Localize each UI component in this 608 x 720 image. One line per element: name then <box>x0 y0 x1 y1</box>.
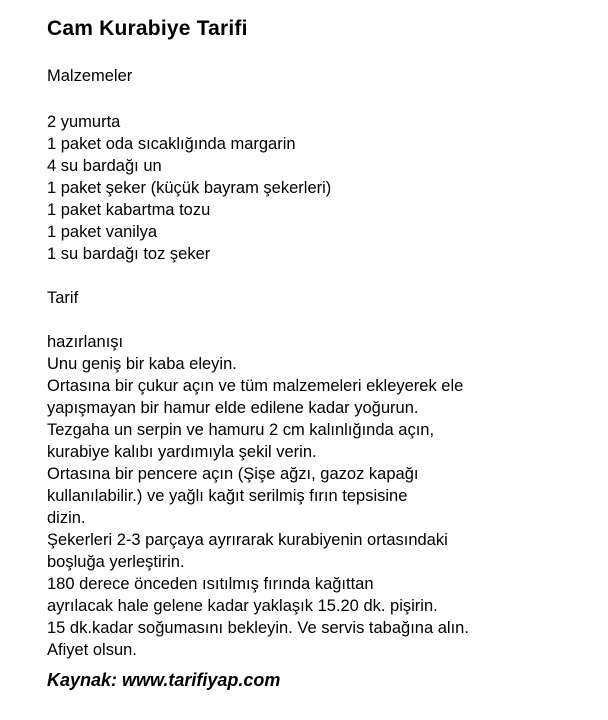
instruction-line: hazırlanışı <box>47 333 124 351</box>
ingredients-heading: Malzemeler <box>47 67 133 85</box>
ingredient-item: 1 paket şeker (küçük bayram şekerleri) <box>47 179 332 197</box>
instruction-line: dizin. <box>47 509 86 527</box>
ingredient-item: 1 paket kabartma tozu <box>47 201 211 219</box>
instruction-line: kurabiye kalıbı yardımıyla şekil verin. <box>47 443 317 461</box>
instruction-line: Şekerleri 2-3 parçaya ayrırarak kurabiyenin ortasındaki <box>47 531 448 549</box>
instruction-line: ayrılacak hale gelene kadar yaklaşık 15.20 dk. pişirin. <box>47 597 438 615</box>
instruction-line: Ortasına bir pencere açın (Şişe ağzı, gazoz kapağı <box>47 465 419 483</box>
instruction-line: boşluğa yerleştirin. <box>47 553 185 571</box>
instruction-line: yapışmayan bir hamur elde edilene kadar yoğurun. <box>47 399 419 417</box>
ingredient-item: 4 su bardağı un <box>47 157 162 175</box>
instruction-line: kullanılabilir.) ve yağlı kağıt serilmiş fırın tepsisine <box>47 487 408 505</box>
ingredient-item: 1 paket oda sıcaklığında margarin <box>47 135 296 153</box>
instruction-line: Unu geniş bir kaba eleyin. <box>47 355 237 373</box>
source-credit: Kaynak: www.tarifiyap.com <box>47 670 281 690</box>
ingredient-item: 1 paket vanilya <box>47 223 158 241</box>
instruction-line: 15 dk.kadar soğumasını bekleyin. Ve servis tabağına alın. <box>47 619 469 637</box>
instruction-line: Ortasına bir çukur açın ve tüm malzemeleri ekleyerek ele <box>47 377 464 395</box>
instruction-line: Afiyet olsun. <box>47 641 137 659</box>
ingredient-item: 2 yumurta <box>47 113 121 131</box>
ingredient-item: 1 su bardağı toz şeker <box>47 245 211 263</box>
instruction-line: Tezgaha un serpin ve hamuru 2 cm kalınlığında açın, <box>47 421 435 439</box>
instruction-line: 180 derece önceden ısıtılmış fırında kağıttan <box>47 575 374 593</box>
page-title: Cam Kurabiye Tarifi <box>47 17 248 40</box>
recipe-heading: Tarif <box>47 289 79 307</box>
